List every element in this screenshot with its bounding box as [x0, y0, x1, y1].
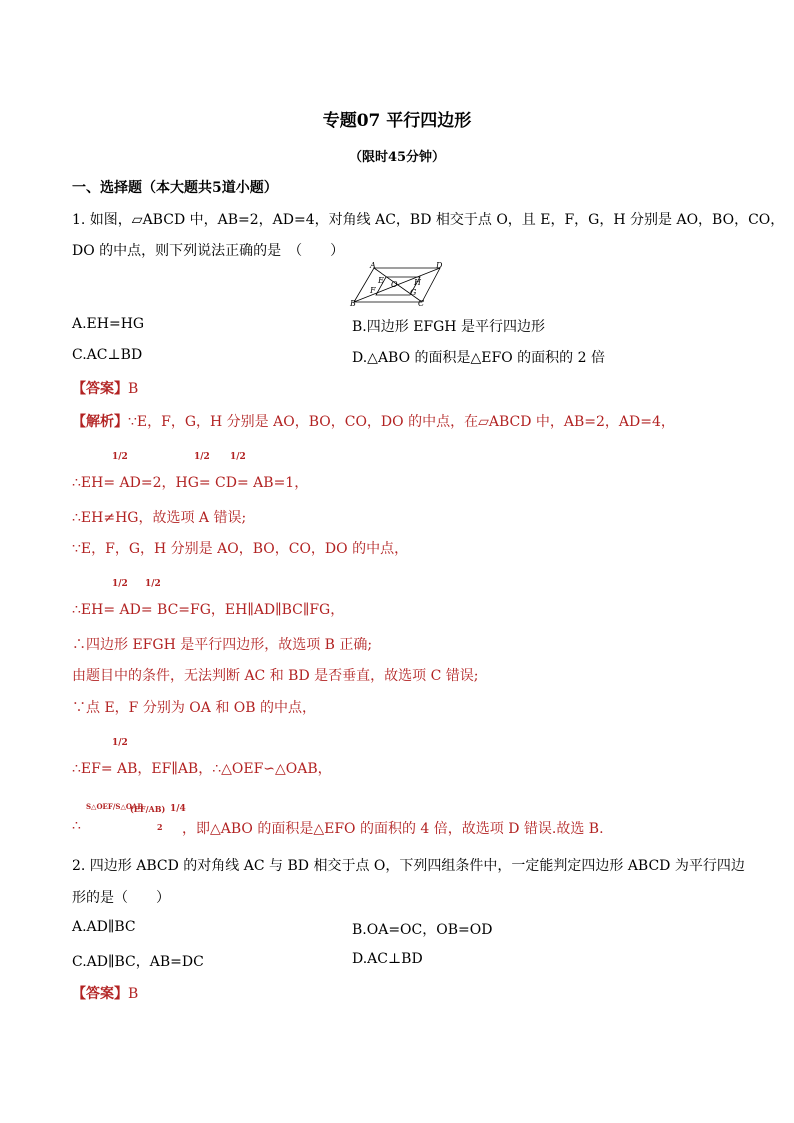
label-g: G: [410, 288, 417, 297]
q1-stem-line1: 1. 如图，▱ABCD 中，AB=2，AD=4，对角线 AC，BD 相交于点 O，且 E，F，G，H 分别是 AO，BO，CO，: [72, 212, 785, 228]
answer-tag: 【答案】: [72, 986, 128, 1002]
label-o: O: [391, 280, 398, 289]
fraction-half: 1/2: [230, 452, 246, 462]
q1-analysis-line9: ∴EF= AB，EF∥AB，∴△OEF∽△OAB，: [72, 761, 332, 777]
fraction-half: 1/2: [112, 738, 128, 748]
q2-stem-line1: 2. 四边形 ABCD 的对角线 AC 与 BD 相交于点 O，下列四组条件中，一定能判定四边形 ABCD 为平行四边: [72, 858, 745, 874]
q2-answer: [72, 983, 138, 1003]
answer-value: B: [128, 381, 139, 397]
analysis-tag: 【解析】: [72, 414, 128, 430]
q1-option-c: C.AC⊥BD: [72, 347, 143, 363]
q1-analysis-line1: [72, 411, 675, 431]
area-ratio: S△OEF/S△OAB: [86, 802, 144, 811]
square-exponent: 2: [157, 822, 163, 832]
time-limit: （限时45分钟）: [348, 150, 446, 165]
side-ratio: (EF/AB): [130, 804, 166, 814]
answer-value: B: [128, 986, 139, 1002]
fraction-half: 1/2: [145, 579, 161, 589]
q1-analysis-line4: ∵E，F，G，H 分别是 AO，BO，CO，DO 的中点，: [72, 541, 409, 557]
therefore-sign: ∴: [72, 818, 81, 834]
label-a: A: [370, 262, 376, 270]
analysis-text-1: ∵E，F，G，H 分别是 AO，BO，CO，DO 的中点，在▱ABCD 中，AB=2，AD=4，: [128, 414, 675, 430]
label-d: D: [436, 262, 443, 270]
q1-analysis-line6: ∴四边形 EFGH 是平行四边形，故选项 B 正确;: [72, 637, 373, 653]
page-title: 专题07 平行四边形: [322, 111, 472, 131]
q1-analysis-line8: ∵点 E，F 分别为 OA 和 OB 的中点，: [72, 700, 316, 716]
label-f: F: [370, 286, 376, 295]
section-heading: 一、选择题（本大题共5道小题）: [72, 180, 278, 196]
q1-stem-line2: DO 的中点，则下列说法正确的是 （ ）: [72, 243, 345, 259]
fraction-quarter: 1/4: [170, 804, 186, 814]
q1-analysis-line5: ∴EH= AD= BC=FG，EH∥AD∥BC∥FG，: [72, 602, 345, 618]
fraction-half: 1/2: [194, 452, 210, 462]
q2-option-c: C.AD∥BC，AB=DC: [72, 954, 204, 970]
q1-option-d: D.△ABO 的面积是△EFO 的面积的 2 倍: [352, 350, 605, 366]
q1-analysis-line10: ，即△ABO 的面积是△EFO 的面积的 4 倍，故选项 D 错误.故选 B.: [182, 821, 604, 837]
label-e: E: [378, 276, 384, 285]
parallelogram-figure: [348, 262, 448, 306]
q1-analysis-line7: 由题目中的条件，无法判断 AC 和 BD 是否垂直，故选项 C 错误;: [72, 668, 479, 684]
q2-option-d: D.AC⊥BD: [352, 951, 423, 967]
label-b: B: [350, 299, 356, 306]
answer-tag: 【答案】: [72, 381, 128, 397]
label-h: H: [414, 278, 421, 287]
q2-option-b: B.OA=OC，OB=OD: [352, 922, 493, 938]
q1-option-a: A.EH=HG: [72, 316, 145, 332]
q2-stem-line2: 形的是（ ）: [72, 890, 170, 906]
fraction-half: 1/2: [112, 579, 128, 589]
q1-analysis-line2: ∴EH= AD=2，HG= CD= AB=1，: [72, 475, 309, 491]
label-c: C: [418, 299, 425, 306]
q1-answer: [72, 378, 138, 398]
q1-analysis-line3: ∴EH≠HG，故选项 A 错误;: [72, 510, 247, 526]
q2-option-a: A.AD∥BC: [72, 919, 136, 935]
q1-option-b: B.四边形 EFGH 是平行四边形: [352, 319, 545, 335]
fraction-half: 1/2: [112, 452, 128, 462]
